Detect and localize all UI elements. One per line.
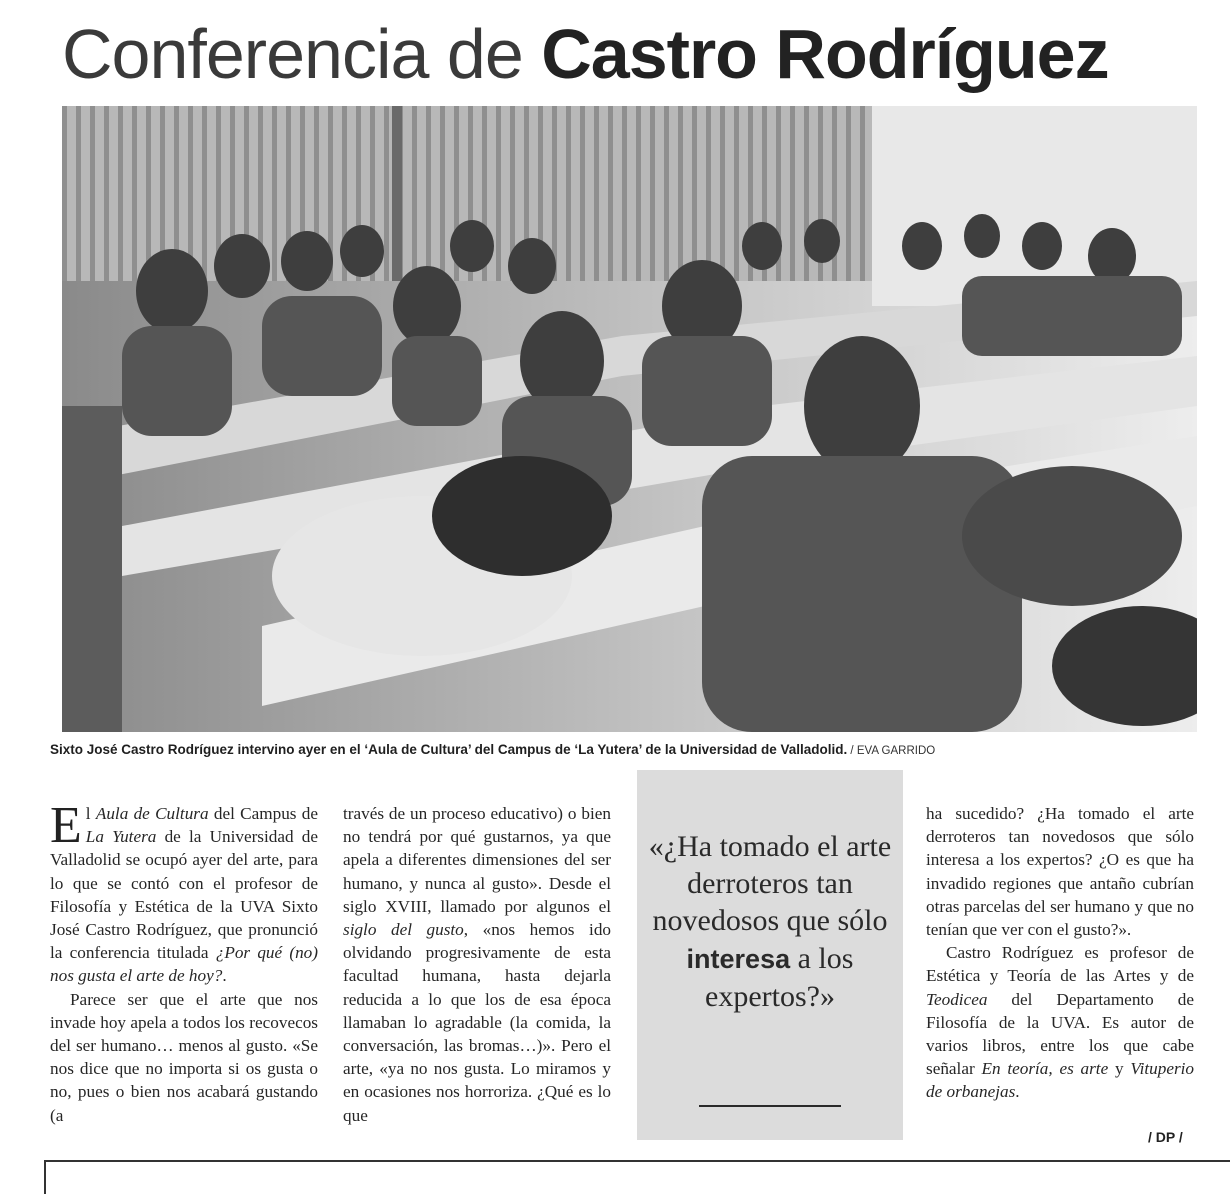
caption-separator: / bbox=[847, 745, 857, 757]
text-run: del Campus de bbox=[208, 804, 318, 823]
article-paragraph-2-cont: través de un proceso educativo) o bien no tendrá por qué gustarnos, ya que apela a diferentes dimensiones del ser humano, y nunca al gusto». Desde el siglo XVIII, llamado por algunos el siglo del gusto, «nos hemos ido olvidando progresivamente de esta facultad humana, hasta dejarla reducida a lo que los de esa época llamaban lo agradable (la comida, la conversación, las bromas…)». Pero el arte, «ya no nos gusta. Lo miramos y en ocasiones nos horroriza. ¿Qué es lo que bbox=[343, 804, 612, 1125]
text-italic: siglo del gusto bbox=[343, 920, 464, 940]
text-run: Castro Rodríguez es profesor de Estética y Teoría de las Artes y de bbox=[926, 943, 1194, 986]
article-column-2 bbox=[343, 802, 611, 1142]
article-paragraph-1 bbox=[50, 797, 318, 988]
pull-quote bbox=[637, 828, 903, 1015]
photo-caption bbox=[50, 738, 1210, 762]
photo-credit: EVA GARRIDO bbox=[856, 745, 936, 757]
text-run: . bbox=[222, 966, 227, 986]
article-paragraph-2-start: Parece ser que el arte que nos invade hoy apela a todos los recovecos del ser humano… menos al gusto. «Se nos dice que no importa si os gusta o no, pues o bien nos acabará gustando (a bbox=[50, 989, 318, 1125]
text-italic: Aula de Cultura bbox=[95, 804, 209, 823]
pull-quote-highlight: interesa bbox=[686, 943, 791, 974]
headline bbox=[62, 8, 1182, 100]
text-italic: Teodicea bbox=[926, 989, 988, 1009]
article-paragraph-2-end: ha sucedido? ¿Ha tomado el arte derroteros tan novedosos que sólo interesa a los expertos? ¿O es que ha invadido regiones que antaño cubrían otras parcelas del ser humano y que no tenían que ver con el gusto?». bbox=[926, 804, 1194, 940]
book-title: Vituperio de orbanejas bbox=[926, 1059, 1195, 1102]
drop-cap: E bbox=[50, 797, 82, 854]
text-run: de la Universidad de Valladolid se ocupó ayer del arte, para lo que se contó con el profesor de Filosofía y Estética de la UVA Sixto José Castro Rodríguez, que pronunció la conferencia titulada bbox=[50, 827, 318, 963]
pull-quote-text: a los expertos?» bbox=[705, 941, 854, 1013]
article-column-1 bbox=[50, 797, 318, 1142]
pull-quote-text: «¿Ha tomado el arte derroteros tan novedosos que sólo bbox=[648, 830, 892, 938]
book-title: En teoría, es arte bbox=[981, 1059, 1109, 1079]
headline-bold: Castro Rodríguez bbox=[541, 15, 1109, 93]
lecture-title: ¿Por qué (no) nos gusta el arte de hoy? bbox=[50, 943, 318, 986]
text-run: l bbox=[85, 804, 96, 823]
headline-light: Conferencia de bbox=[62, 15, 542, 93]
bottom-rule bbox=[44, 1160, 1230, 1162]
text-italic: La Yutera bbox=[85, 827, 157, 847]
text-run: . bbox=[1015, 1082, 1020, 1102]
author-signature: / DP / bbox=[1148, 1129, 1183, 1145]
article-column-3 bbox=[926, 802, 1194, 1142]
pull-quote-box bbox=[637, 770, 903, 1140]
classroom-photo bbox=[62, 106, 1197, 732]
text-run: y bbox=[1108, 1059, 1131, 1079]
bottom-tick bbox=[44, 1160, 46, 1194]
signature-text: DP bbox=[1155, 1129, 1175, 1145]
classroom-photo-graphic bbox=[62, 106, 1197, 732]
text-run: del Departamento de Filosofía de la UVA. Es autor de varios libros, entre los que cabe señalar bbox=[926, 989, 1194, 1079]
article-paragraph-3 bbox=[926, 941, 1194, 1103]
pull-quote-rule bbox=[699, 1105, 841, 1107]
caption-text: Sixto José Castro Rodríguez intervino ayer en el ‘Aula de Cultura’ del Campus de ‘La Yutera’ de la Universidad de Valladolid. bbox=[50, 742, 848, 757]
